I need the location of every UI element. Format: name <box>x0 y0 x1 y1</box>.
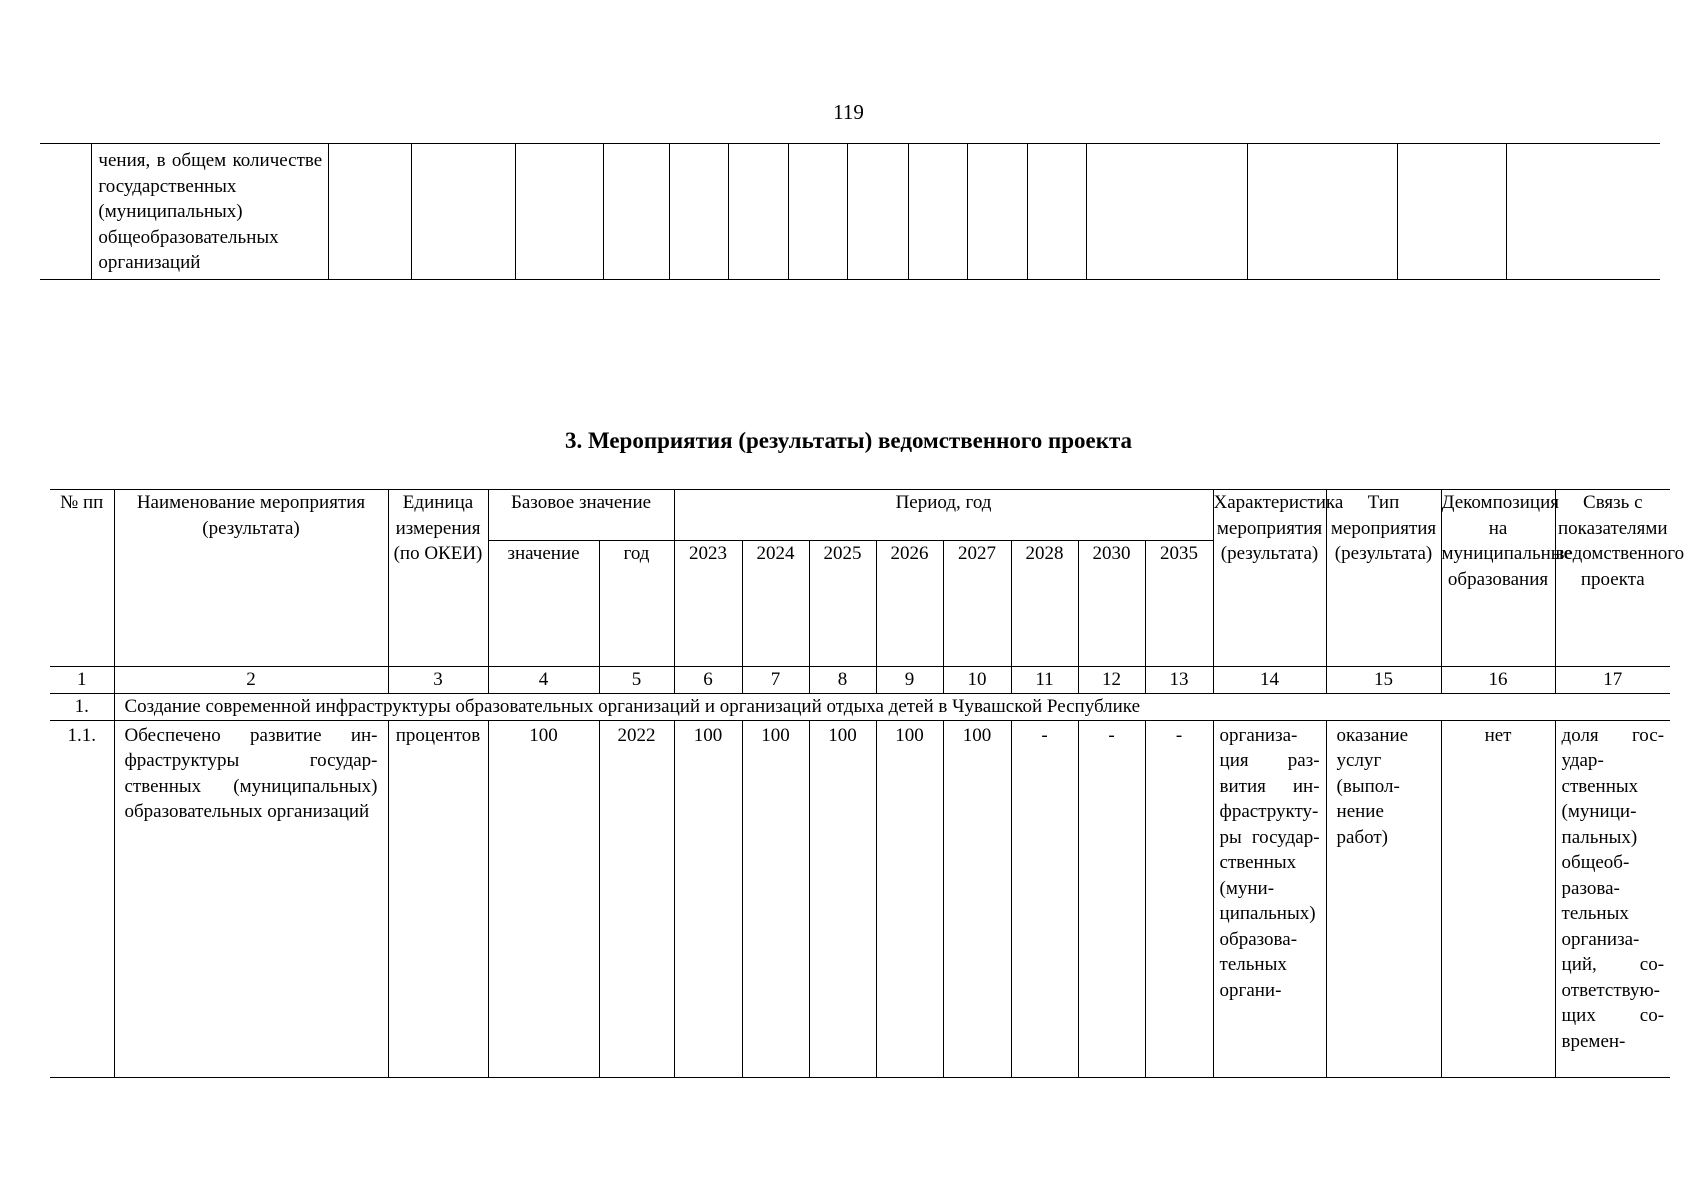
cell <box>789 144 848 280</box>
column-number: 1 <box>50 667 114 694</box>
cell <box>1248 144 1398 280</box>
continued-row <box>40 144 1660 280</box>
cell <box>412 144 516 280</box>
row-value: 100 <box>674 720 742 1077</box>
column-number: 15 <box>1326 667 1441 694</box>
column-number: 13 <box>1145 667 1213 694</box>
column-number: 10 <box>943 667 1011 694</box>
cell <box>40 144 92 280</box>
row-value: - <box>1145 720 1213 1077</box>
table-row <box>50 720 1670 1077</box>
cell <box>329 144 412 280</box>
cell <box>967 144 1027 280</box>
header-num: № пп <box>50 490 114 667</box>
cell <box>908 144 967 280</box>
header-year: 2035 <box>1145 541 1213 667</box>
header-period: Период, год <box>674 490 1213 541</box>
cell <box>1506 144 1660 280</box>
row-value: 100 <box>809 720 876 1077</box>
header-year: 2028 <box>1011 541 1078 667</box>
column-number: 12 <box>1078 667 1145 694</box>
header-decomposition: Декомпозиция на муниципальные образования <box>1441 490 1555 667</box>
header-year: 2027 <box>943 541 1011 667</box>
row-link: доля государственных (муниципальных) общеобразовательных организаций, соответствующих современ- <box>1555 720 1670 1077</box>
column-number-row <box>50 667 1670 694</box>
page-number: 119 <box>833 100 864 124</box>
column-number: 9 <box>876 667 943 694</box>
row-value: - <box>1078 720 1145 1077</box>
cell <box>728 144 788 280</box>
cell <box>669 144 728 280</box>
header-year: 2025 <box>809 541 876 667</box>
section-title: 3. Мероприятия (результаты) ведомственного проекта <box>564 428 1133 453</box>
header-name: Наименование мероприятия (результата) <box>114 490 388 667</box>
row-unit: процентов <box>388 720 488 1077</box>
cell <box>516 144 604 280</box>
row-decomposition: нет <box>1441 720 1555 1077</box>
header-base-year: год <box>599 541 674 667</box>
cell <box>1397 144 1506 280</box>
column-number: 4 <box>488 667 599 694</box>
section-number: 1. <box>50 693 114 720</box>
cell <box>1087 144 1248 280</box>
section-row <box>50 693 1670 720</box>
column-number: 6 <box>674 667 742 694</box>
row-name: Обеспечено развитие инфраструктуры государственных (муниципальных) образовательных организаций <box>114 720 388 1077</box>
column-number: 17 <box>1555 667 1670 694</box>
continued-text: чения, в общем количестве государственных (муниципальных) общеобразовательных организаций <box>92 144 329 280</box>
column-number: 14 <box>1213 667 1326 694</box>
row-value: 100 <box>943 720 1011 1077</box>
header-row-1 <box>50 490 1670 541</box>
cell <box>1028 144 1087 280</box>
row-characteristic: организация развития инфраструктуры государственных (муниципальных) образовательных органи- <box>1213 720 1326 1077</box>
header-unit: Единица измерения (по ОКЕИ) <box>388 490 488 667</box>
column-number: 11 <box>1011 667 1078 694</box>
row-value: 100 <box>742 720 809 1077</box>
column-number: 3 <box>388 667 488 694</box>
column-number: 7 <box>742 667 809 694</box>
header-link: Связь с показателями ведомственного проекта <box>1555 490 1670 667</box>
row-base-year: 2022 <box>599 720 674 1077</box>
row-type: оказание услуг (выполнение работ) <box>1326 720 1441 1077</box>
cell <box>604 144 669 280</box>
header-base: Базовое значение <box>488 490 674 541</box>
header-year: 2026 <box>876 541 943 667</box>
section-text: Создание современной инфраструктуры образовательных организаций и организаций отдыха детей в Чувашской Республике <box>114 693 1670 720</box>
header-characteristic: Характеристика мероприятия (результата) <box>1213 490 1326 667</box>
row-number: 1.1. <box>50 720 114 1077</box>
continued-table <box>40 143 1660 280</box>
header-year: 2023 <box>674 541 742 667</box>
measures-table <box>50 489 1685 1078</box>
column-number: 5 <box>599 667 674 694</box>
header-year: 2030 <box>1078 541 1145 667</box>
header-base-value: значение <box>488 541 599 667</box>
cell <box>848 144 908 280</box>
row-value: 100 <box>876 720 943 1077</box>
column-number: 2 <box>114 667 388 694</box>
column-number: 16 <box>1441 667 1555 694</box>
row-base-value: 100 <box>488 720 599 1077</box>
header-year: 2024 <box>742 541 809 667</box>
row-value: - <box>1011 720 1078 1077</box>
column-number: 8 <box>809 667 876 694</box>
header-type: Тип мероприятия (результата) <box>1326 490 1441 667</box>
